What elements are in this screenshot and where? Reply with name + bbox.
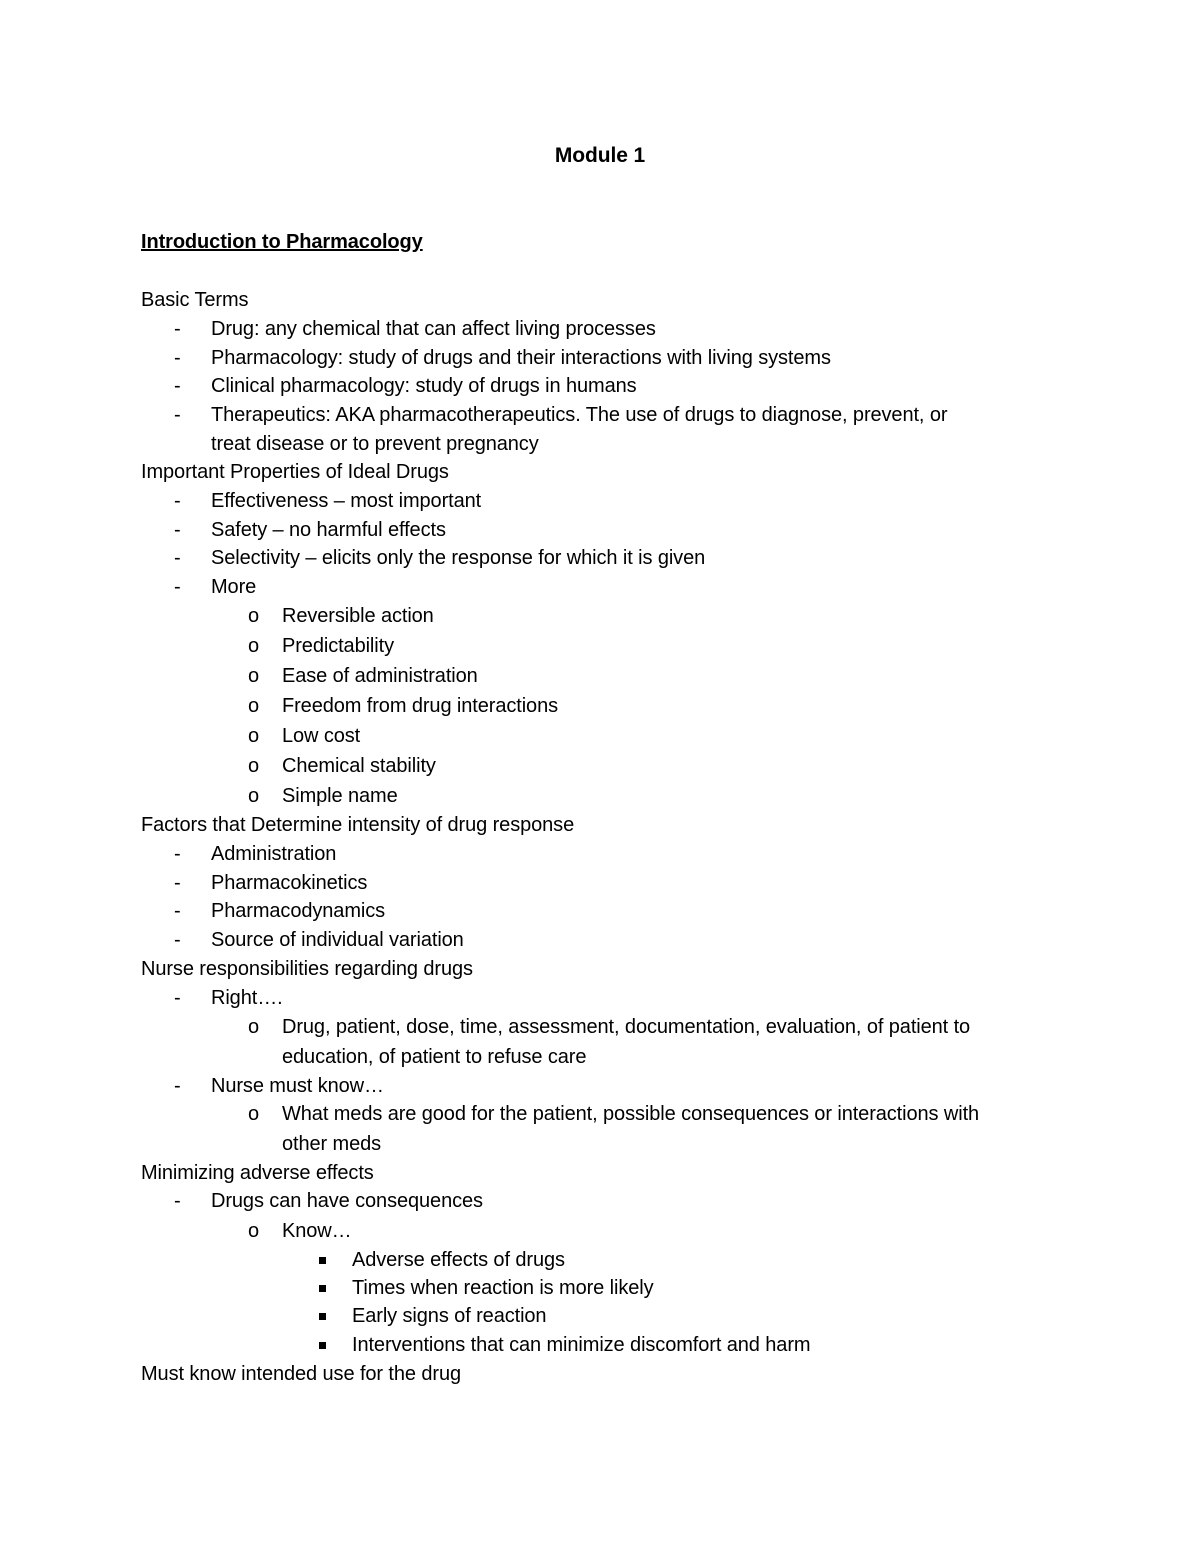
list-item-continuation: treat disease or to prevent pregnancy xyxy=(211,433,539,455)
list-item: Administration xyxy=(211,843,337,865)
dash-bullet: - xyxy=(174,900,181,922)
page-subtitle: Introduction to Pharmacology xyxy=(141,231,423,253)
dash-bullet: - xyxy=(174,375,181,397)
circle-bullet: o xyxy=(248,755,260,777)
list-item: More xyxy=(211,576,257,598)
list-item: Therapeutics: AKA pharmacotherapeutics. The use of drugs to diagnose, prevent, or xyxy=(211,404,948,426)
page-title: Module 1 xyxy=(554,144,646,167)
dash-bullet: - xyxy=(174,519,181,541)
square-bullet-icon xyxy=(319,1342,326,1349)
dash-bullet: - xyxy=(174,872,181,894)
list-item: Pharmacokinetics xyxy=(211,872,368,894)
sub-list-item: What meds are good for the patient, possible consequences or interactions with xyxy=(282,1103,980,1125)
list-item: Safety – no harmful effects xyxy=(211,519,446,541)
dash-bullet: - xyxy=(174,576,181,598)
list-item: Drug: any chemical that can affect living processes xyxy=(211,318,656,340)
list-item: Drugs can have consequences xyxy=(211,1190,483,1212)
sub-sub-list-item: Adverse effects of drugs xyxy=(352,1249,565,1271)
circle-bullet: o xyxy=(248,1103,260,1125)
sub-list-item: Ease of administration xyxy=(282,665,478,687)
sub-list-item: Chemical stability xyxy=(282,755,436,777)
circle-bullet: o xyxy=(248,605,260,627)
sub-list-item: Simple name xyxy=(282,785,398,807)
sub-list-item: Drug, patient, dose, time, assessment, documentation, evaluation, of patient to xyxy=(282,1016,971,1038)
dash-bullet: - xyxy=(174,843,181,865)
list-item: Pharmacology: study of drugs and their interactions with living systems xyxy=(211,347,831,369)
closing-line: Must know intended use for the drug xyxy=(141,1363,462,1385)
dash-bullet: - xyxy=(174,347,181,369)
circle-bullet: o xyxy=(248,1220,260,1242)
sub-list-item: Predictability xyxy=(282,635,394,657)
square-bullet-icon xyxy=(319,1257,326,1264)
dash-bullet: - xyxy=(174,404,181,426)
circle-bullet: o xyxy=(248,785,260,807)
list-item: Nurse must know… xyxy=(211,1075,384,1097)
sub-list-item: Low cost xyxy=(282,725,361,747)
section-heading: Basic Terms xyxy=(141,289,249,311)
sub-sub-list-item: Interventions that can minimize discomfort and harm xyxy=(352,1334,811,1356)
circle-bullet: o xyxy=(248,635,260,657)
sub-list-item: Freedom from drug interactions xyxy=(282,695,559,717)
sub-sub-list-item: Early signs of reaction xyxy=(352,1305,547,1327)
circle-bullet: o xyxy=(248,695,260,717)
list-item: Selectivity – elicits only the response for which it is given xyxy=(211,547,706,569)
dash-bullet: - xyxy=(174,318,181,340)
section-heading: Factors that Determine intensity of drug response xyxy=(141,814,575,836)
square-bullet-icon xyxy=(319,1313,326,1320)
dash-bullet: - xyxy=(174,490,181,512)
circle-bullet: o xyxy=(248,665,260,687)
dash-bullet: - xyxy=(174,547,181,569)
section-heading: Minimizing adverse effects xyxy=(141,1162,374,1184)
sub-list-item: Know… xyxy=(282,1220,352,1242)
sub-list-item: Reversible action xyxy=(282,605,434,627)
list-item: Right…. xyxy=(211,987,283,1009)
sub-list-item-continuation: other meds xyxy=(282,1133,382,1155)
list-item: Effectiveness – most important xyxy=(211,490,482,512)
circle-bullet: o xyxy=(248,1016,260,1038)
sub-sub-list-item: Times when reaction is more likely xyxy=(352,1277,654,1299)
dash-bullet: - xyxy=(174,929,181,951)
dash-bullet: - xyxy=(174,1190,181,1212)
dash-bullet: - xyxy=(174,1075,181,1097)
section-heading: Important Properties of Ideal Drugs xyxy=(141,461,449,483)
list-item: Source of individual variation xyxy=(211,929,464,951)
list-item: Clinical pharmacology: study of drugs in humans xyxy=(211,375,637,397)
sub-list-item-continuation: education, of patient to refuse care xyxy=(282,1046,587,1068)
list-item: Pharmacodynamics xyxy=(211,900,386,922)
circle-bullet: o xyxy=(248,725,260,747)
section-heading: Nurse responsibilities regarding drugs xyxy=(141,958,473,980)
dash-bullet: - xyxy=(174,987,181,1009)
square-bullet-icon xyxy=(319,1285,326,1292)
